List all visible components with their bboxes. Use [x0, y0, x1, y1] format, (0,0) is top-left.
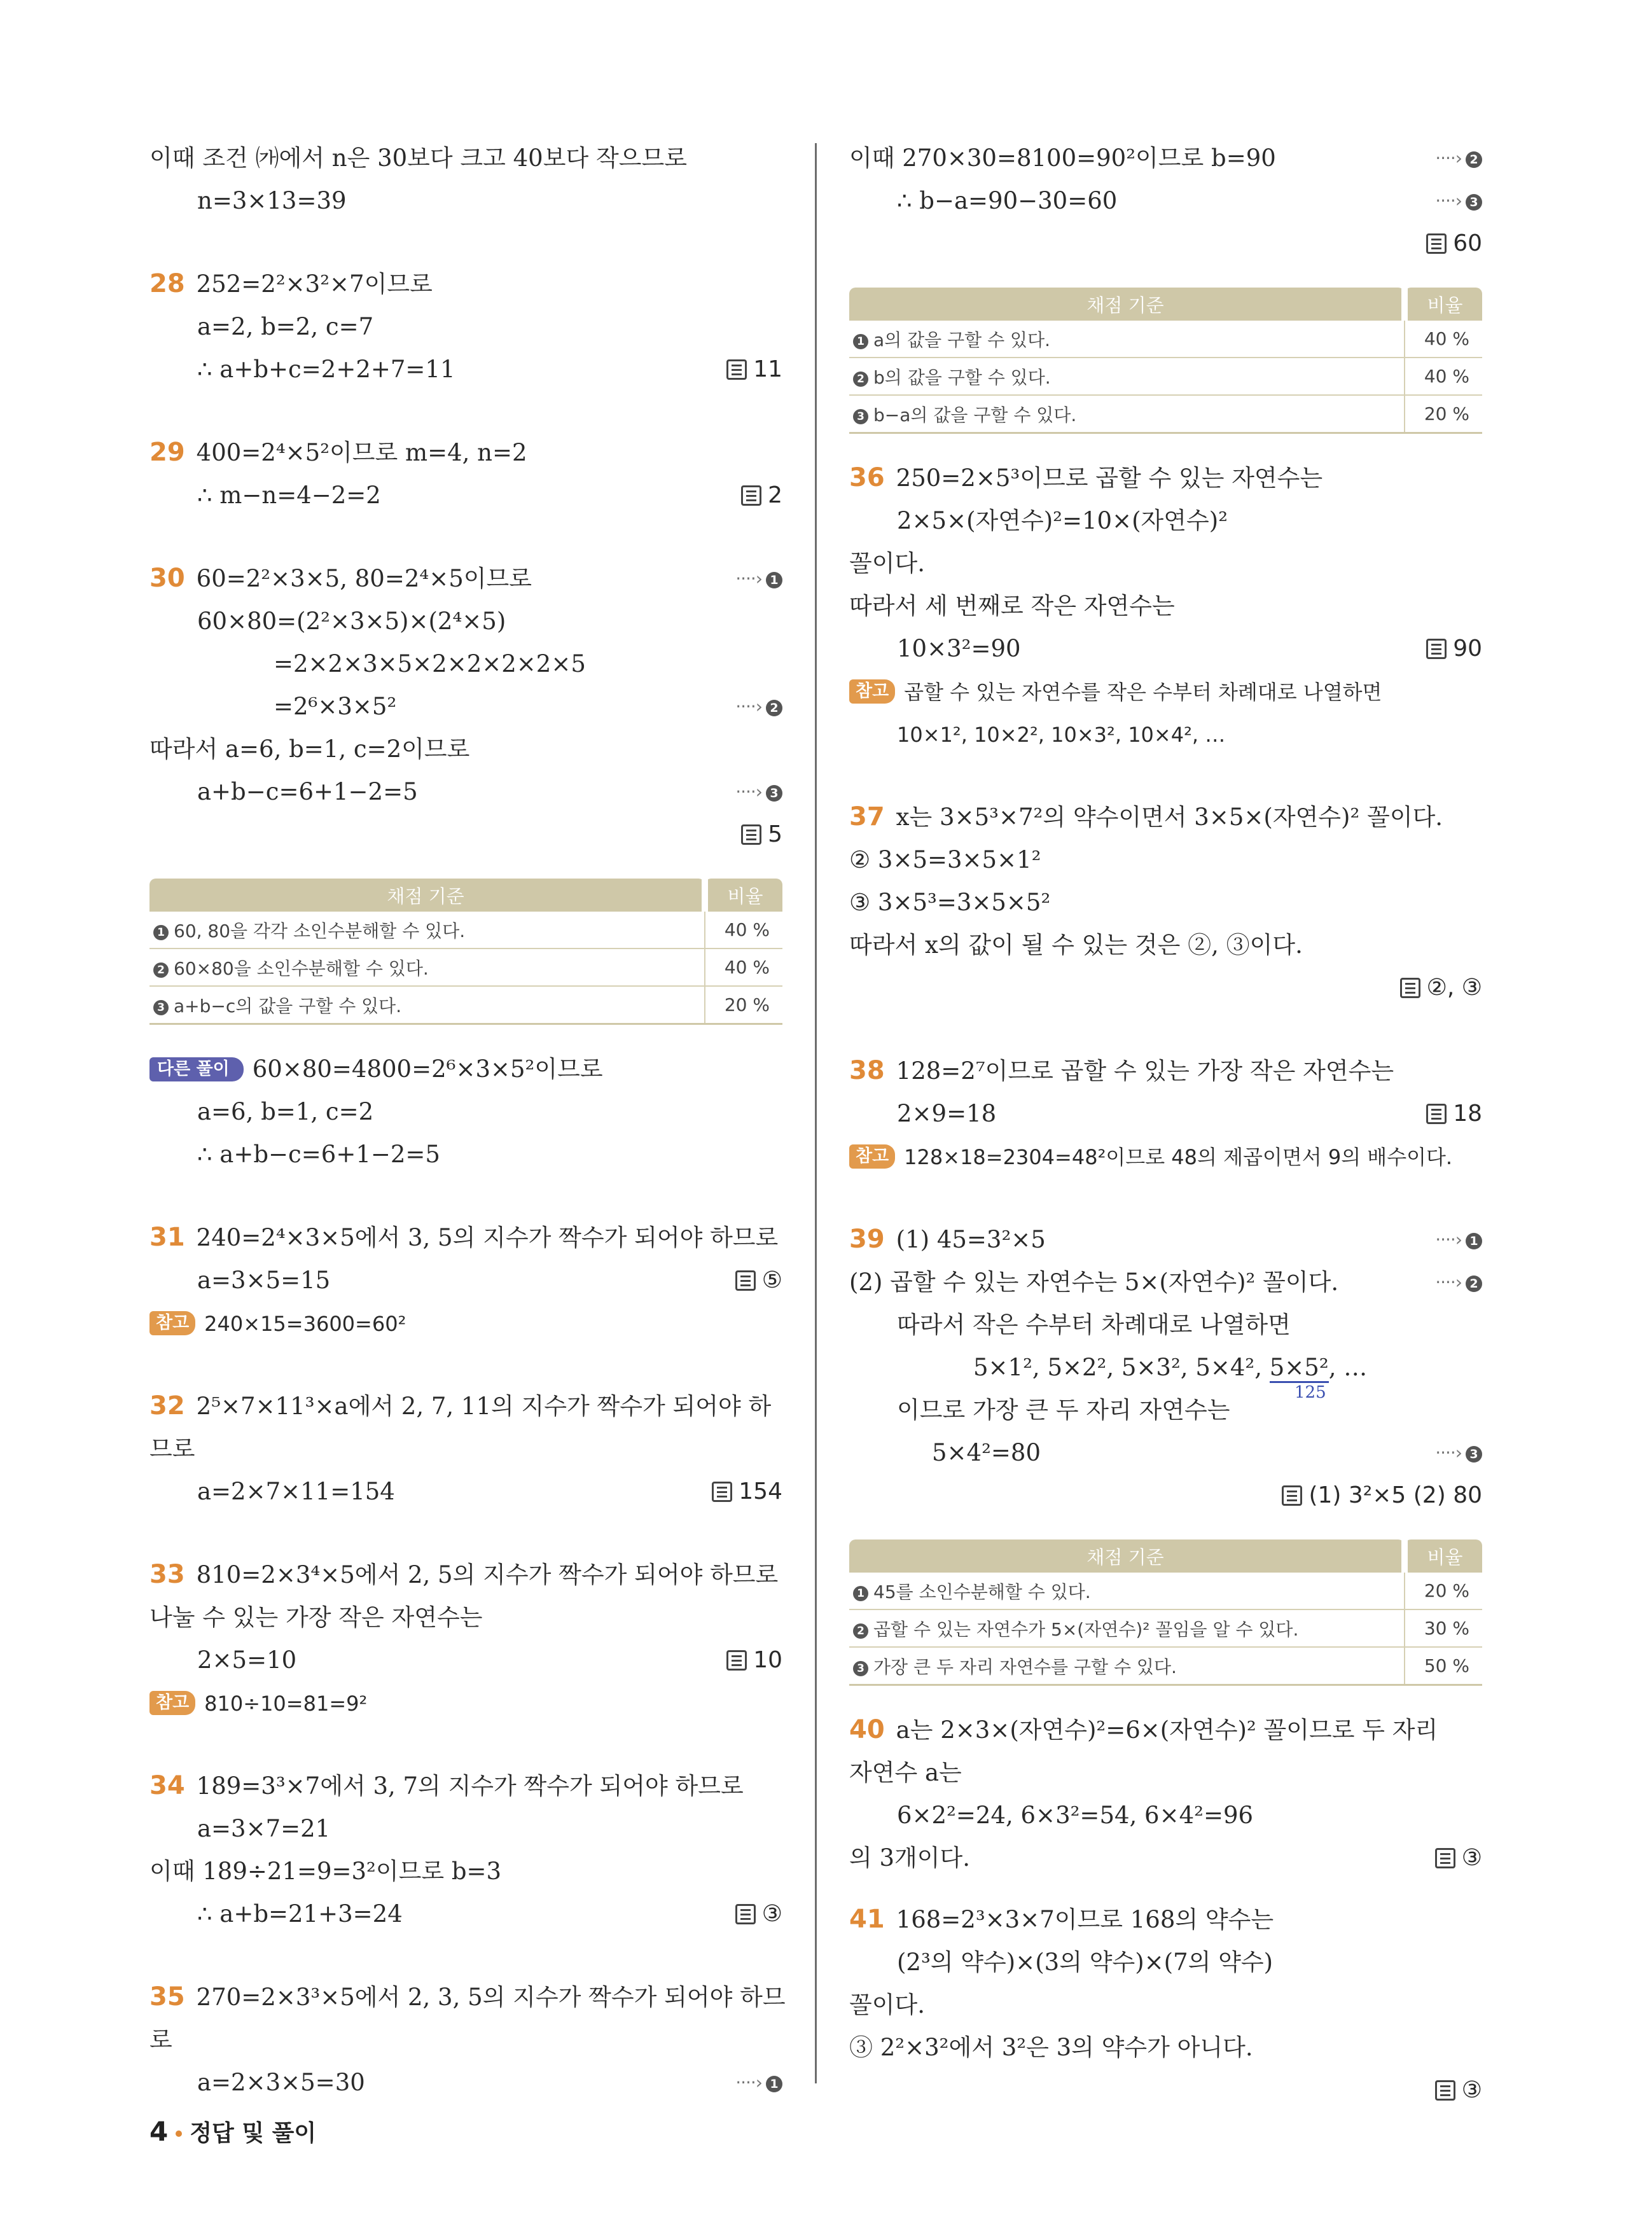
problem-33: [149, 1553, 782, 1596]
answer-value: ③: [761, 1901, 782, 1927]
answer-value: 10: [753, 1647, 782, 1673]
reference-note: [849, 712, 1482, 755]
step-marker: ····› 3: [735, 770, 782, 813]
table-header: 비율: [705, 879, 782, 912]
answer-value: 60: [1453, 230, 1482, 256]
text-line: ∴ m−n=4−2=2: [197, 482, 381, 509]
answer-value: 2: [768, 482, 782, 508]
table-cell: 20 %: [1405, 395, 1482, 433]
table-header: 채점 기준: [849, 288, 1405, 321]
answer-icon: [735, 1904, 756, 1924]
text-line: 2×9=18: [897, 1100, 997, 1127]
step-marker: ····› 2: [1435, 137, 1482, 179]
answer-icon: [1426, 1104, 1447, 1124]
answer-icon: [726, 359, 747, 380]
answer-value: 5: [768, 821, 782, 847]
table-cell: a의 값을 구할 수 있다.: [873, 329, 1051, 351]
text-line: ∴ a+b+c=2+2+7=11: [197, 356, 455, 383]
answer: [741, 813, 782, 856]
text-line: 128=2⁷이므로 곱할 수 있는 가장 작은 자연수는: [896, 1057, 1394, 1085]
answer: [735, 1259, 782, 1302]
step-number: 2: [153, 963, 169, 978]
answer-icon: [712, 1482, 732, 1502]
text-line: , …: [1328, 1354, 1368, 1381]
answer-icon: [1435, 1848, 1455, 1868]
footer-separator-dot: [176, 2130, 182, 2137]
text-line: [149, 2061, 782, 2104]
text-line: 로: [149, 2026, 172, 2054]
problem-number: 29: [149, 438, 185, 467]
text-line: 꼴이다.: [849, 1991, 925, 2019]
answer-line: [849, 1474, 1482, 1517]
problem-40: [849, 1709, 1482, 1751]
table-row: [849, 1647, 1482, 1685]
step-marker: ····› 1: [735, 2061, 782, 2104]
table-row: [849, 395, 1482, 433]
note-text: 240×15=3600=60²: [204, 1312, 406, 1336]
step-number: 3: [853, 1661, 868, 1676]
text-line: [849, 137, 1482, 179]
table-header: 채점 기준: [849, 1539, 1405, 1573]
table-cell: 20 %: [705, 986, 782, 1024]
text-line: 252=2²×3²×7이므로: [196, 270, 433, 298]
text-line: (2³의 약수)×(3의 약수)×(7의 약수): [897, 1949, 1274, 1976]
text-line: a=2, b=2, c=7: [197, 313, 374, 340]
table-row: [849, 1609, 1482, 1647]
step-number: 3: [853, 409, 868, 424]
reference-tag: 참고: [849, 1144, 895, 1169]
table-row: [849, 358, 1482, 395]
text-line: 2×5=10: [197, 1646, 297, 1674]
text-line: [149, 685, 782, 728]
table-cell: 60, 80을 각각 소인수분해할 수 있다.: [174, 920, 466, 942]
problem-36: [849, 457, 1482, 499]
text-line: n=3×13=39: [197, 187, 347, 214]
table-cell: 40 %: [705, 949, 782, 986]
answer: [735, 1893, 782, 1935]
problem-number: 30: [149, 564, 185, 593]
answer-line: [849, 966, 1482, 1009]
table-cell: b−a의 값을 구할 수 있다.: [873, 404, 1077, 426]
table-cell: 40 %: [1405, 358, 1482, 395]
table-cell: 40 %: [1405, 321, 1482, 358]
step-number: 3: [153, 1000, 169, 1015]
step-marker: ····› 3: [1435, 1431, 1482, 1474]
answer-icon: [1426, 639, 1447, 659]
table-row: [849, 1573, 1482, 1609]
page-footer: [149, 2115, 316, 2148]
table-header: 비율: [1405, 288, 1482, 321]
answer-value: 90: [1453, 636, 1482, 662]
problem-number: 37: [849, 802, 885, 831]
text-line: 5×4²=80: [932, 1439, 1041, 1466]
table-cell: 30 %: [1405, 1609, 1482, 1647]
step-marker: ····› 3: [1435, 179, 1482, 222]
text-line: 60×80=4800=2⁶×3×5²이므로: [252, 1055, 603, 1083]
text-line: a=3×7=21: [197, 1815, 331, 1842]
step-number: 1: [153, 925, 169, 940]
right-column: [849, 137, 1482, 2111]
step-marker: ····› 2: [735, 685, 782, 728]
problem-number: 36: [849, 463, 885, 492]
problem-number: 31: [149, 1223, 185, 1252]
answer-icon: [741, 485, 761, 506]
text-line: [849, 1261, 1482, 1303]
step-number: 1: [853, 334, 868, 349]
text-line: 이므로 가장 큰 두 자리 자연수는: [897, 1396, 1230, 1424]
text-line: 므로: [149, 1435, 195, 1463]
answer-value: 154: [739, 1478, 782, 1505]
text-line: 189=3³×7에서 3, 7의 지수가 짝수가 되어야 하므로: [196, 1772, 744, 1800]
text-line: ∴ a+b=21+3=24: [197, 1900, 403, 1928]
text-line: 5×1², 5×2², 5×3², 5×4²,: [973, 1354, 1270, 1381]
answer-value: ③: [1461, 1845, 1482, 1871]
text-line: 이때 270×30=8100=90²이므로 b=90: [849, 144, 1276, 172]
grading-table: [149, 879, 782, 1025]
text-line: [149, 770, 782, 813]
problem-34: [149, 1765, 782, 1807]
answer-value: ⑤: [761, 1267, 782, 1293]
text-line: 270=2×3³×5에서 2, 3, 5의 지수가 짝수가 되어야 하므: [196, 1984, 786, 2011]
note-text: 10×1², 10×2², 10×3², 10×4², …: [897, 723, 1226, 747]
problem-number: 38: [849, 1056, 885, 1085]
step-marker: ····› 1: [1435, 1218, 1482, 1261]
table-row: [849, 321, 1482, 358]
problem-29: [149, 431, 782, 474]
problem-31: [149, 1216, 782, 1259]
answer-icon: [741, 824, 761, 845]
answer-line: [849, 2069, 1482, 2111]
text-line: [849, 1346, 1482, 1402]
text-line: 400=2⁴×5²이므로 m=4, n=2: [196, 439, 527, 466]
problem-number: 41: [849, 1905, 885, 1934]
step-marker: ····› 2: [1435, 1261, 1482, 1303]
text-line: 240=2⁴×3×5에서 3, 5의 지수가 짝수가 되어야 하므로: [196, 1224, 779, 1251]
text-line: 2⁵×7×11³×a에서 2, 7, 11의 지수가 짝수가 되어야 하: [196, 1393, 772, 1420]
text-line: ③ 3×5³=3×5×5²: [849, 889, 1051, 916]
text-line: 꼴이다.: [849, 550, 925, 577]
text-line: [849, 179, 1482, 222]
answer: [1426, 627, 1482, 670]
reference-note: [849, 670, 1482, 712]
reference-tag: 참고: [149, 1691, 195, 1715]
text-line: =2×2×3×5×2×2×2×2×5: [274, 650, 586, 678]
text-line: [149, 1259, 782, 1302]
text-line: a는 2×3×(자연수)²=6×(자연수)² 꼴이므로 두 자리: [896, 1716, 1438, 1744]
text-line: [149, 474, 782, 517]
answer: [1282, 1474, 1482, 1517]
step-marker: ····› 1: [735, 557, 782, 600]
table-cell: 45를 소인수분해할 수 있다.: [873, 1581, 1091, 1602]
table-cell: b의 값을 구할 수 있다.: [873, 366, 1051, 388]
text-line: [849, 1431, 1482, 1474]
answer: [1435, 1837, 1482, 1879]
answer-value: (1) 3²×5 (2) 80: [1308, 1482, 1482, 1508]
note-text: 곱할 수 있는 자연수를 작은 수부터 차례대로 나열하면: [904, 680, 1382, 704]
text-line: 168=2³×3×7이므로 168의 약수는: [896, 1906, 1274, 1933]
underlined-term: 5×5²: [1270, 1354, 1329, 1383]
problem-38: [849, 1050, 1482, 1092]
problem-number: 28: [149, 269, 185, 298]
answer: [1435, 2069, 1482, 2111]
answer-icon: [1426, 233, 1447, 254]
text-line: 60×80=(2²×3×5)×(2⁴×5): [197, 608, 506, 635]
table-header: 채점 기준: [149, 879, 705, 912]
table-row: [149, 912, 782, 949]
text-line: 의 3개이다.: [849, 1844, 971, 1872]
text-line: a+b−c=6+1−2=5: [197, 778, 418, 805]
text-line: [149, 348, 782, 391]
answer: [712, 1470, 782, 1513]
reference-tag: 참고: [849, 679, 895, 704]
grading-table: [849, 288, 1482, 434]
text-line: (1) 45=3²×5: [896, 1226, 1046, 1253]
note-text: 128×18=2304=48²이므로 48의 제곱이면서 9의 배수이다.: [904, 1145, 1453, 1169]
answer-icon: [735, 1270, 756, 1291]
reference-tag: 참고: [149, 1311, 195, 1335]
table-cell: 20 %: [1405, 1573, 1482, 1609]
underline-annotation: 125: [1295, 1383, 1326, 1402]
text-line: 따라서 a=6, b=1, c=2이므로: [149, 735, 470, 763]
problem-39: [849, 1218, 1482, 1261]
answer-line: [149, 813, 782, 856]
answer: [726, 348, 782, 391]
text-line: ③ 2²×3²에서 3²은 3의 약수가 아니다.: [849, 2034, 1253, 2061]
answer-value: 11: [753, 356, 782, 382]
text-line: ② 3×5=3×5×1²: [849, 846, 1041, 873]
column-divider: [815, 143, 817, 2083]
alt-solution: [149, 1048, 782, 1090]
text-line: (2) 곱할 수 있는 자연수는 5×(자연수)² 꼴이다.: [849, 1268, 1339, 1296]
table-header: 비율: [1405, 1539, 1482, 1573]
text-line: a=2×3×5=30: [197, 2069, 365, 2096]
left-column: [149, 137, 786, 2104]
text-line: 2×5×(자연수)²=10×(자연수)²: [897, 507, 1228, 534]
answer-value: 18: [1453, 1101, 1482, 1127]
answer: [1400, 966, 1482, 1009]
footer-title: 정답 및 풀이: [190, 2120, 317, 2146]
answer: [726, 1639, 782, 1681]
problem-32: [149, 1385, 782, 1428]
text-line: [849, 627, 1482, 670]
table-cell: 곱할 수 있는 자연수가 5×(자연수)² 꼴임을 알 수 있다.: [873, 1618, 1299, 1640]
text-line: 따라서 세 번째로 작은 자연수는: [849, 592, 1175, 620]
reference-note: [849, 1135, 1482, 1178]
text-line: a=3×5=15: [197, 1267, 331, 1294]
text-line: [149, 1893, 782, 1935]
grading-table: [849, 1539, 1482, 1686]
text-line: ∴ b−a=90−30=60: [897, 187, 1118, 214]
table-cell: 40 %: [705, 912, 782, 949]
table-row: [149, 949, 782, 986]
text-line: a=6, b=1, c=2: [197, 1098, 374, 1125]
problem-number: 33: [149, 1560, 185, 1589]
table-cell: 60×80을 소인수분해할 수 있다.: [174, 957, 429, 979]
table-cell: 가장 큰 두 자리 자연수를 구할 수 있다.: [873, 1656, 1177, 1678]
text-line: 60=2²×3×5, 80=2⁴×5이므로: [196, 565, 532, 592]
text-line: 810=2×3⁴×5에서 2, 5의 지수가 짝수가 되어야 하므로: [196, 1561, 779, 1588]
text-line: [149, 1639, 782, 1681]
answer-icon: [1400, 978, 1420, 998]
problem-35: [149, 1976, 786, 2019]
text-line: 따라서 작은 수부터 차례대로 나열하면: [897, 1311, 1291, 1338]
step-number: 2: [853, 372, 868, 387]
answer-value: ③: [1461, 2077, 1482, 2103]
answer-icon: [1435, 2080, 1455, 2101]
problem-number: 39: [849, 1225, 885, 1254]
text-line: [849, 1837, 1482, 1879]
text-line: ∴ a+b−c=6+1−2=5: [197, 1141, 440, 1168]
text-line: [149, 1470, 782, 1513]
text-line: a=2×7×11=154: [197, 1478, 395, 1505]
problem-number: 35: [149, 1982, 185, 2012]
text-line: 10×3²=90: [897, 635, 1021, 662]
answer-icon: [1282, 1485, 1302, 1506]
problem-28: [149, 263, 782, 305]
text-line: x는 3×5³×7²의 약수이면서 3×5×(자연수)² 꼴이다.: [896, 803, 1443, 831]
answer-value: ②, ③: [1426, 975, 1482, 1001]
step-number: 1: [853, 1586, 868, 1601]
text-line: 따라서 x의 값이 될 수 있는 것은 ②, ③이다.: [849, 931, 1303, 959]
table-cell: 50 %: [1405, 1647, 1482, 1685]
text-line: [849, 1092, 1482, 1135]
step-number: 2: [853, 1623, 868, 1639]
text-line: 나눌 수 있는 가장 작은 자연수는: [149, 1604, 483, 1631]
answer-icon: [726, 1650, 747, 1671]
problem-37: [849, 796, 1482, 838]
reference-note: [149, 1302, 782, 1344]
alt-solution-tag: 다른 풀이: [149, 1057, 244, 1081]
note-text: 810÷10=81=9²: [204, 1692, 368, 1716]
answer: [1426, 222, 1482, 265]
text-line: 이때 조건 ㈎에서 n은 30보다 크고 40보다 작으므로: [149, 144, 687, 172]
page-number: 4: [149, 2116, 169, 2147]
answer: [1426, 1092, 1482, 1135]
problem-number: 32: [149, 1391, 185, 1421]
problem-30: [149, 557, 782, 600]
table-row: [149, 986, 782, 1024]
problem-number: 34: [149, 1771, 185, 1800]
text-line: =2⁶×3×5²: [274, 693, 397, 720]
problem-number: 40: [849, 1715, 885, 1744]
text-line: 이때 189÷21=9=3²이므로 b=3: [149, 1858, 502, 1885]
problem-41: [849, 1898, 1482, 1941]
table-cell: a+b−c의 값을 구할 수 있다.: [174, 995, 402, 1017]
answer: [741, 474, 782, 517]
answer-line: [849, 222, 1482, 265]
text-line: 250=2×5³이므로 곱할 수 있는 자연수는: [896, 464, 1323, 492]
text-line: 6×2²=24, 6×3²=54, 6×4²=96: [897, 1802, 1254, 1829]
reference-note: [149, 1681, 782, 1724]
text-line: 자연수 a는: [849, 1759, 962, 1786]
